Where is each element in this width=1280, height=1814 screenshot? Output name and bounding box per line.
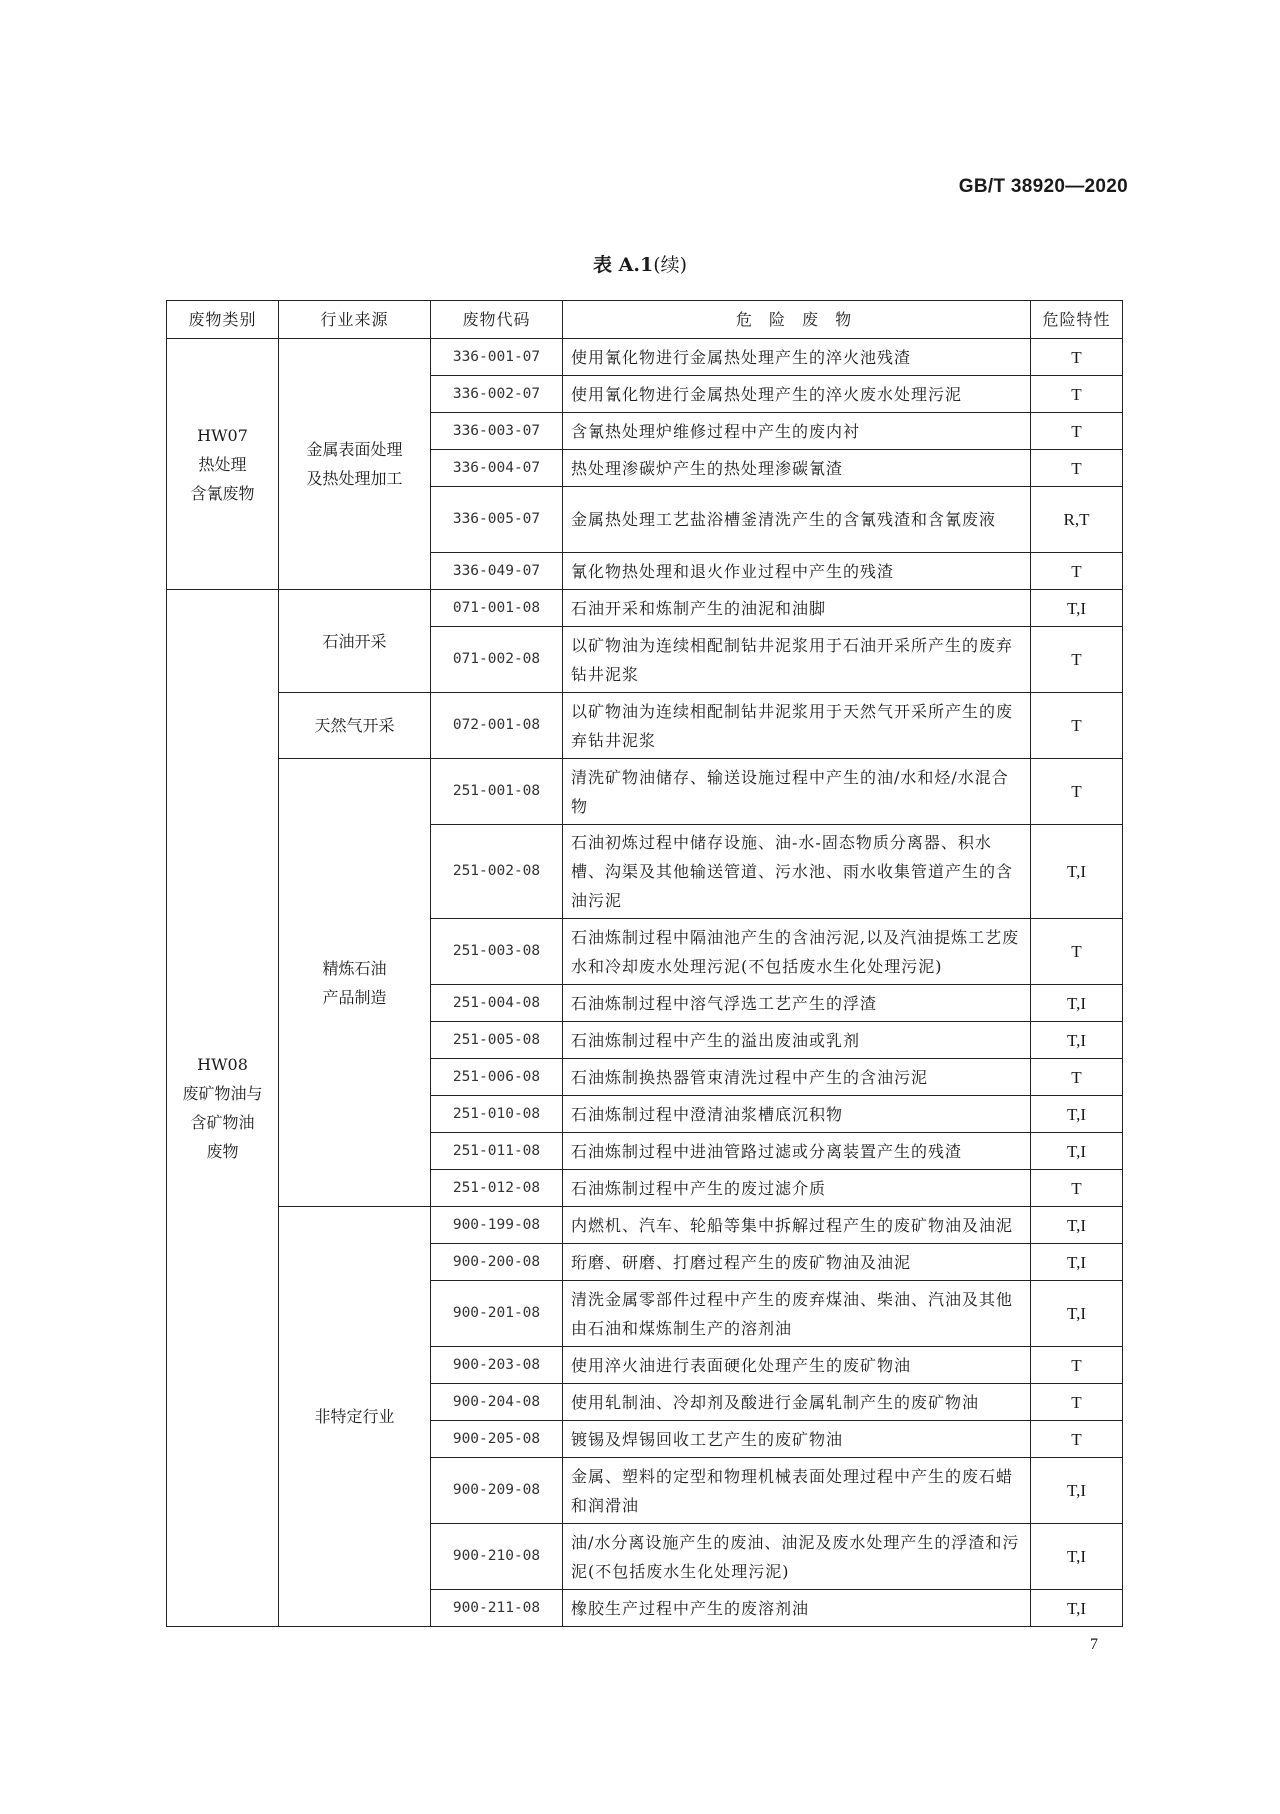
source-name: 天然气开采 bbox=[314, 716, 395, 735]
table-row bbox=[167, 1207, 1123, 1244]
waste-code: 072-001-08 bbox=[431, 693, 563, 759]
waste-code: 251-010-08 bbox=[431, 1096, 563, 1133]
waste-code: 336-005-07 bbox=[431, 487, 563, 553]
waste-description: 珩磨、研磨、打磨过程产生的废矿物油及油泥 bbox=[563, 1244, 1031, 1281]
source-cell bbox=[279, 1207, 431, 1627]
waste-code: 336-003-07 bbox=[431, 413, 563, 450]
waste-code: 900-210-08 bbox=[431, 1524, 563, 1590]
waste-code: 900-201-08 bbox=[431, 1281, 563, 1347]
table-title bbox=[0, 250, 1280, 277]
column-header-category: 废物类别 bbox=[167, 301, 279, 339]
category-cell-hw07 bbox=[167, 339, 279, 590]
hazard-property: T,I bbox=[1031, 1133, 1123, 1170]
hazard-property: T bbox=[1031, 553, 1123, 590]
waste-code: 251-002-08 bbox=[431, 825, 563, 919]
hazard-property: T bbox=[1031, 759, 1123, 825]
table-title-label: 表 A.1 bbox=[592, 254, 654, 276]
page-number: 7 bbox=[1090, 1636, 1098, 1653]
standard-number: GB/T 38920—2020 bbox=[958, 176, 1128, 197]
waste-description: 清洗矿物油储存、输送设施过程中产生的油/水和烃/水混合物 bbox=[563, 759, 1031, 825]
waste-description: 使用淬火油进行表面硬化处理产生的废矿物油 bbox=[563, 1347, 1031, 1384]
waste-description: 氰化物热处理和退火作业过程中产生的残渣 bbox=[563, 553, 1031, 590]
waste-description: 石油开采和炼制产生的油泥和油脚 bbox=[563, 590, 1031, 627]
category-name: 废矿物油与 bbox=[182, 1084, 263, 1103]
hazard-property: T bbox=[1031, 627, 1123, 693]
hazard-property: T,I bbox=[1031, 1590, 1123, 1627]
waste-code: 071-002-08 bbox=[431, 627, 563, 693]
waste-code: 071-001-08 bbox=[431, 590, 563, 627]
column-header-hazard: 危险特性 bbox=[1031, 301, 1123, 339]
waste-code: 900-209-08 bbox=[431, 1458, 563, 1524]
waste-description: 使用氰化物进行金属热处理产生的淬火废水处理污泥 bbox=[563, 376, 1031, 413]
source-cell bbox=[279, 339, 431, 590]
hazard-property: T bbox=[1031, 339, 1123, 376]
table-row bbox=[167, 590, 1123, 627]
waste-description: 金属、塑料的定型和物理机械表面处理过程中产生的废石蜡和润滑油 bbox=[563, 1458, 1031, 1524]
waste-code: 251-004-08 bbox=[431, 985, 563, 1022]
category-name: 含氰废物 bbox=[190, 483, 255, 503]
hazard-property: T,I bbox=[1031, 1022, 1123, 1059]
waste-description: 使用氰化物进行金属热处理产生的淬火池残渣 bbox=[563, 339, 1031, 376]
source-cell bbox=[279, 759, 431, 1207]
column-header-waste: 危 险 废 物 bbox=[563, 301, 1031, 339]
waste-description: 油/水分离设施产生的废油、油泥及废水处理产生的浮渣和污泥(不包括废水生化处理污泥) bbox=[563, 1524, 1031, 1590]
waste-description: 热处理渗碳炉产生的热处理渗碳氰渣 bbox=[563, 450, 1031, 487]
waste-code: 900-211-08 bbox=[431, 1590, 563, 1627]
column-header-code: 废物代码 bbox=[431, 301, 563, 339]
hazard-property: R,T bbox=[1031, 487, 1123, 553]
waste-code: 900-203-08 bbox=[431, 1347, 563, 1384]
waste-description: 清洗金属零部件过程中产生的废弃煤油、柴油、汽油及其他由石油和煤炼制生产的溶剂油 bbox=[563, 1281, 1031, 1347]
waste-description: 石油炼制过程中进油管路过滤或分离装置产生的残渣 bbox=[563, 1133, 1031, 1170]
hazard-property: T,I bbox=[1031, 1207, 1123, 1244]
waste-description: 石油炼制换热器管束清洗过程中产生的含油污泥 bbox=[563, 1059, 1031, 1096]
category-cell-hw08 bbox=[167, 590, 279, 1627]
table-row bbox=[167, 339, 1123, 376]
waste-description: 以矿物油为连续相配制钻井泥浆用于石油开采所产生的废弃钻井泥浆 bbox=[563, 627, 1031, 693]
waste-description: 使用轧制油、冷却剂及酸进行金属轧制产生的废矿物油 bbox=[563, 1384, 1031, 1421]
waste-description: 镀锡及焊锡回收工艺产生的废矿物油 bbox=[563, 1421, 1031, 1458]
waste-code: 336-002-07 bbox=[431, 376, 563, 413]
waste-description: 石油初炼过程中储存设施、油-水-固态物质分离器、积水槽、沟渠及其他输送管道、污水池、雨水收集管道产生的含油污泥 bbox=[563, 825, 1031, 919]
hazard-property: T bbox=[1031, 413, 1123, 450]
table-row bbox=[167, 693, 1123, 759]
hazard-property: T bbox=[1031, 693, 1123, 759]
waste-code: 251-005-08 bbox=[431, 1022, 563, 1059]
hazardous-waste-table bbox=[166, 300, 1123, 1627]
waste-description: 石油炼制过程中溶气浮选工艺产生的浮渣 bbox=[563, 985, 1031, 1022]
source-name: 精炼石油 bbox=[322, 958, 387, 978]
waste-code: 900-204-08 bbox=[431, 1384, 563, 1421]
category-name: 热处理 bbox=[198, 454, 247, 474]
hazard-property: T bbox=[1031, 1384, 1123, 1421]
waste-code: 900-199-08 bbox=[431, 1207, 563, 1244]
category-name: 废物 bbox=[206, 1142, 239, 1161]
hazard-property: T bbox=[1031, 1347, 1123, 1384]
waste-description: 石油炼制过程中澄清油浆槽底沉积物 bbox=[563, 1096, 1031, 1133]
waste-description: 金属热处理工艺盐浴槽釜清洗产生的含氰残渣和含氰废液 bbox=[563, 487, 1031, 553]
waste-description: 石油炼制过程中隔油池产生的含油污泥,以及汽油提炼工艺废水和冷却废水处理污泥(不包括废水生化处理污泥) bbox=[563, 919, 1031, 985]
hazard-property: T,I bbox=[1031, 825, 1123, 919]
waste-description: 石油炼制过程中产生的废过滤介质 bbox=[563, 1170, 1031, 1207]
hazard-property: T,I bbox=[1031, 1524, 1123, 1590]
hazard-property: T bbox=[1031, 450, 1123, 487]
waste-code: 251-012-08 bbox=[431, 1170, 563, 1207]
waste-code: 251-006-08 bbox=[431, 1059, 563, 1096]
hazard-property: T bbox=[1031, 919, 1123, 985]
waste-code: 336-001-07 bbox=[431, 339, 563, 376]
source-cell bbox=[279, 590, 431, 693]
table-header-row bbox=[167, 301, 1123, 339]
category-code: HW08 bbox=[197, 1055, 248, 1074]
source-name: 石油开采 bbox=[322, 631, 387, 651]
waste-code: 251-001-08 bbox=[431, 759, 563, 825]
waste-code: 251-011-08 bbox=[431, 1133, 563, 1170]
waste-code: 251-003-08 bbox=[431, 919, 563, 985]
waste-description: 石油炼制过程中产生的溢出废油或乳剂 bbox=[563, 1022, 1031, 1059]
waste-description: 含氰热处理炉维修过程中产生的废内衬 bbox=[563, 413, 1031, 450]
hazard-property: T bbox=[1031, 1059, 1123, 1096]
waste-code: 336-004-07 bbox=[431, 450, 563, 487]
hazard-property: T bbox=[1031, 1170, 1123, 1207]
hazard-property: T,I bbox=[1031, 1281, 1123, 1347]
column-header-source: 行业来源 bbox=[279, 301, 431, 339]
waste-description: 内燃机、汽车、轮船等集中拆解过程产生的废矿物油及油泥 bbox=[563, 1207, 1031, 1244]
table-title-suffix: (续) bbox=[653, 254, 688, 276]
hazard-property: T bbox=[1031, 376, 1123, 413]
hazard-property: T,I bbox=[1031, 1244, 1123, 1281]
hazard-property: T,I bbox=[1031, 1096, 1123, 1133]
waste-code: 900-200-08 bbox=[431, 1244, 563, 1281]
category-name: 含矿物油 bbox=[190, 1113, 255, 1132]
hazard-property: T,I bbox=[1031, 590, 1123, 627]
table-row bbox=[167, 759, 1123, 825]
hazard-property: T,I bbox=[1031, 1458, 1123, 1524]
waste-description: 橡胶生产过程中产生的废溶剂油 bbox=[563, 1590, 1031, 1627]
source-name: 及热处理加工 bbox=[306, 469, 403, 488]
category-code: HW07 bbox=[197, 425, 248, 445]
source-name: 金属表面处理 bbox=[306, 440, 403, 459]
source-name: 非特定行业 bbox=[314, 1407, 395, 1426]
source-cell bbox=[279, 693, 431, 759]
hazard-property: T bbox=[1031, 1421, 1123, 1458]
waste-code: 336-049-07 bbox=[431, 553, 563, 590]
hazard-property: T,I bbox=[1031, 985, 1123, 1022]
waste-code: 900-205-08 bbox=[431, 1421, 563, 1458]
source-name: 产品制造 bbox=[322, 987, 387, 1007]
waste-description: 以矿物油为连续相配制钻井泥浆用于天然气开采所产生的废弃钻井泥浆 bbox=[563, 693, 1031, 759]
